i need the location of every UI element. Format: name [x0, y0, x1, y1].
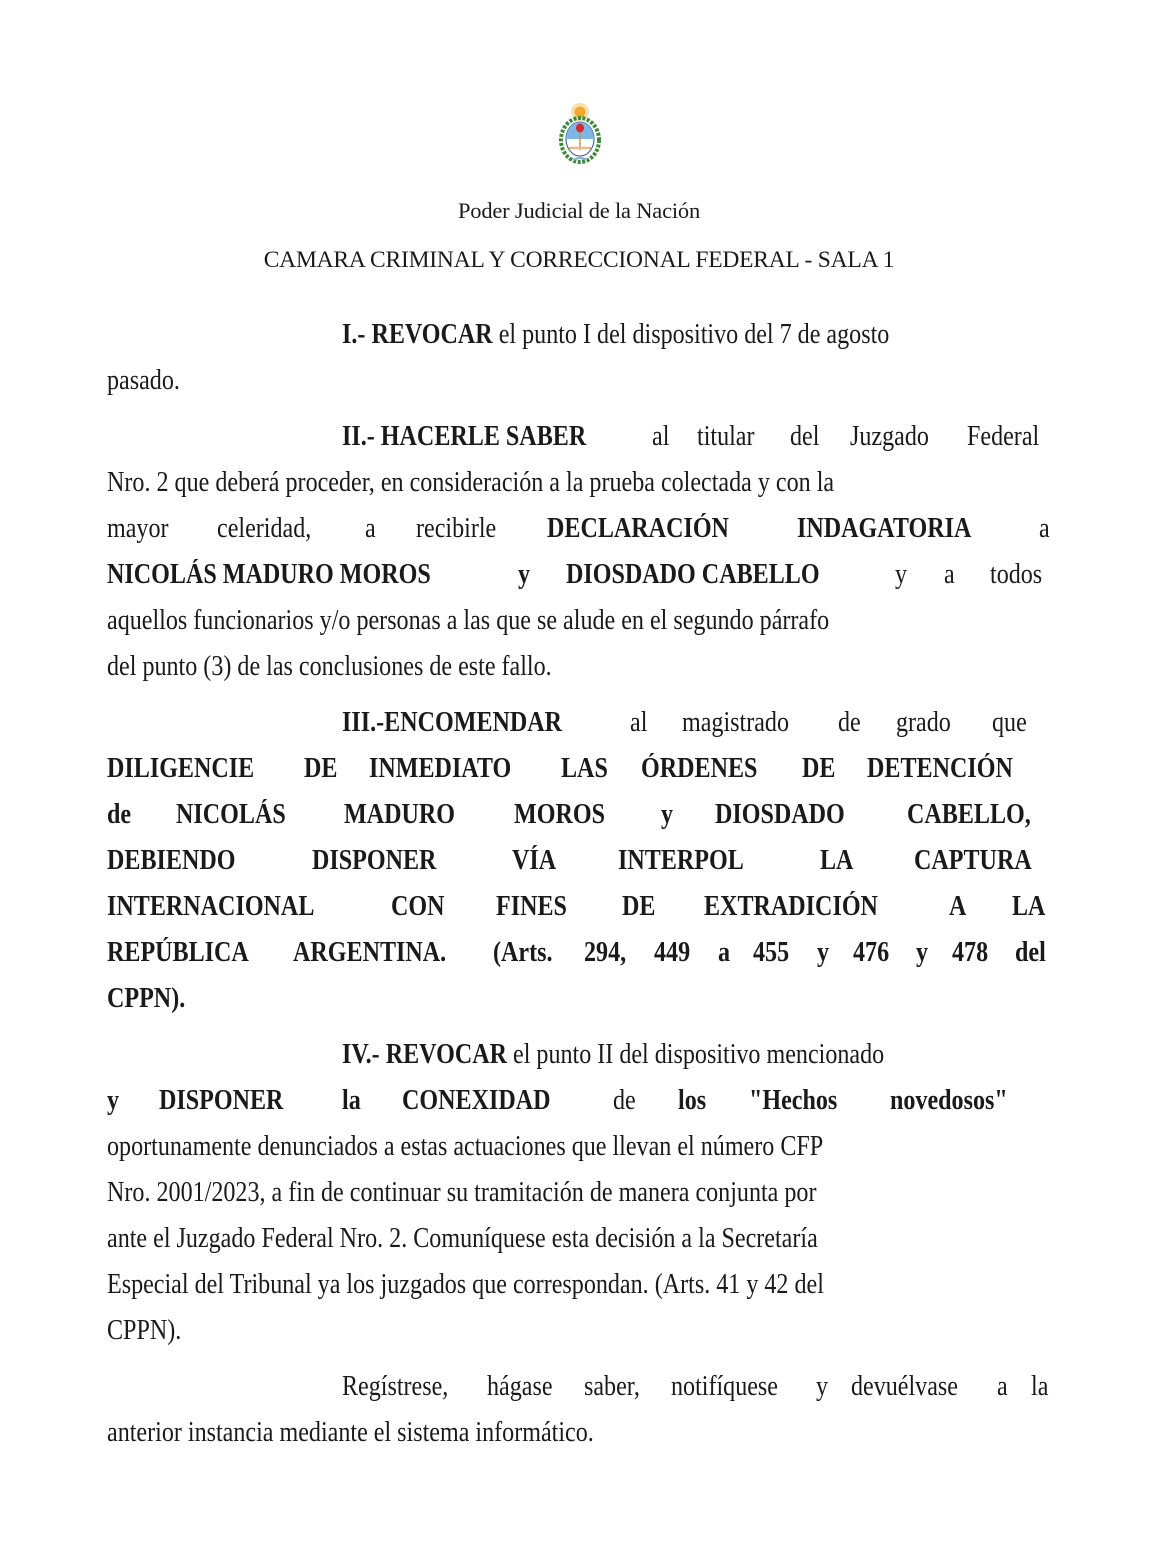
point-iv-line-6: Especial del Tribunal ya los juzgados que correspondan. (Arts. 41 y 42 del — [107, 1269, 824, 1300]
closing-line-2: anterior instancia mediante el sistema informático. — [107, 1417, 594, 1448]
point-iii-line-7: CPPN). — [107, 983, 186, 1014]
point-iv-line-1: IV.- REVOCAR el punto II del dispositivo mencionado — [342, 1039, 885, 1070]
argentina-coat-of-arms-icon — [557, 98, 603, 168]
closing-line-1: Regístrese, hágase saber, notifíquese y devuélvase a la — [342, 1371, 1049, 1402]
point-ii-line-2: Nro. 2 que deberá proceder, en consideración a la prueba colectada y con la — [107, 467, 835, 498]
point-iii-line-6: REPÚBLICA ARGENTINA. (Arts. 294, 449 a 455 y 476 y 478 del — [107, 937, 1046, 968]
point-ii-line-6: del punto (3) de las conclusiones de este fallo. — [107, 651, 552, 682]
institution-title: Poder Judicial de la Nación — [457, 198, 701, 223]
point-ii-line-1: II.- HACERLE SABER al titular del Juzgado Federal — [342, 421, 1040, 452]
point-iii-line-1: III.-ENCOMENDAR al magistrado de grado que — [342, 707, 1027, 738]
point-i-line-1 — [342, 318, 1051, 352]
point-i-line-2: pasado. — [107, 365, 180, 396]
point-iii-line-4: DEBIENDO DISPONER VÍA INTERPOL LA CAPTURA — [107, 845, 1032, 876]
point-ii-line-4: NICOLÁS MADURO MOROS y DIOSDADO CABELLO y a todos — [107, 559, 1043, 590]
point-iv-line-3: oportunamente denunciados a estas actuaciones que llevan el número CFP — [107, 1131, 824, 1162]
point-iv-line-2: y DISPONER la CONEXIDAD de los "Hechos novedosos" — [107, 1085, 1008, 1116]
point-iii-line-3: de NICOLÁS MADURO MOROS y DIOSDADO CABELLO, — [107, 799, 1031, 830]
point-ii-heading: II.- HACERLE SABER — [342, 421, 587, 452]
point-i-verb: REVOCAR — [371, 319, 493, 350]
point-i-number: I.- — [342, 319, 372, 350]
chamber-title: CAMARA CRIMINAL Y CORRECCIONAL FEDERAL - SALA 1 — [263, 247, 895, 273]
point-ii-line-5: aquellos funcionarios y/o personas a las que se alude en el segundo párrafo — [107, 605, 830, 636]
point-iv-line-7: CPPN). — [107, 1315, 182, 1346]
point-iv-line-4: Nro. 2001/2023, a fin de continuar su tramitación de manera conjunta por — [107, 1177, 817, 1208]
point-iii-line-2: DILIGENCIE DE INMEDIATO LAS ÓRDENES DE DETENCIÓN — [107, 753, 1014, 784]
point-iv-line-5: ante el Juzgado Federal Nro. 2. Comuníquese esta decisión a la Secretaría — [107, 1223, 818, 1254]
point-ii-line-3: mayor celeridad, a recibirle DECLARACIÓN INDAGATORIA a — [107, 513, 1050, 544]
point-iii-line-5: INTERNACIONAL CON FINES DE EXTRADICIÓN A LA — [107, 891, 1046, 922]
point-i-text: el punto I del dispositivo del 7 de agosto — [492, 319, 890, 350]
